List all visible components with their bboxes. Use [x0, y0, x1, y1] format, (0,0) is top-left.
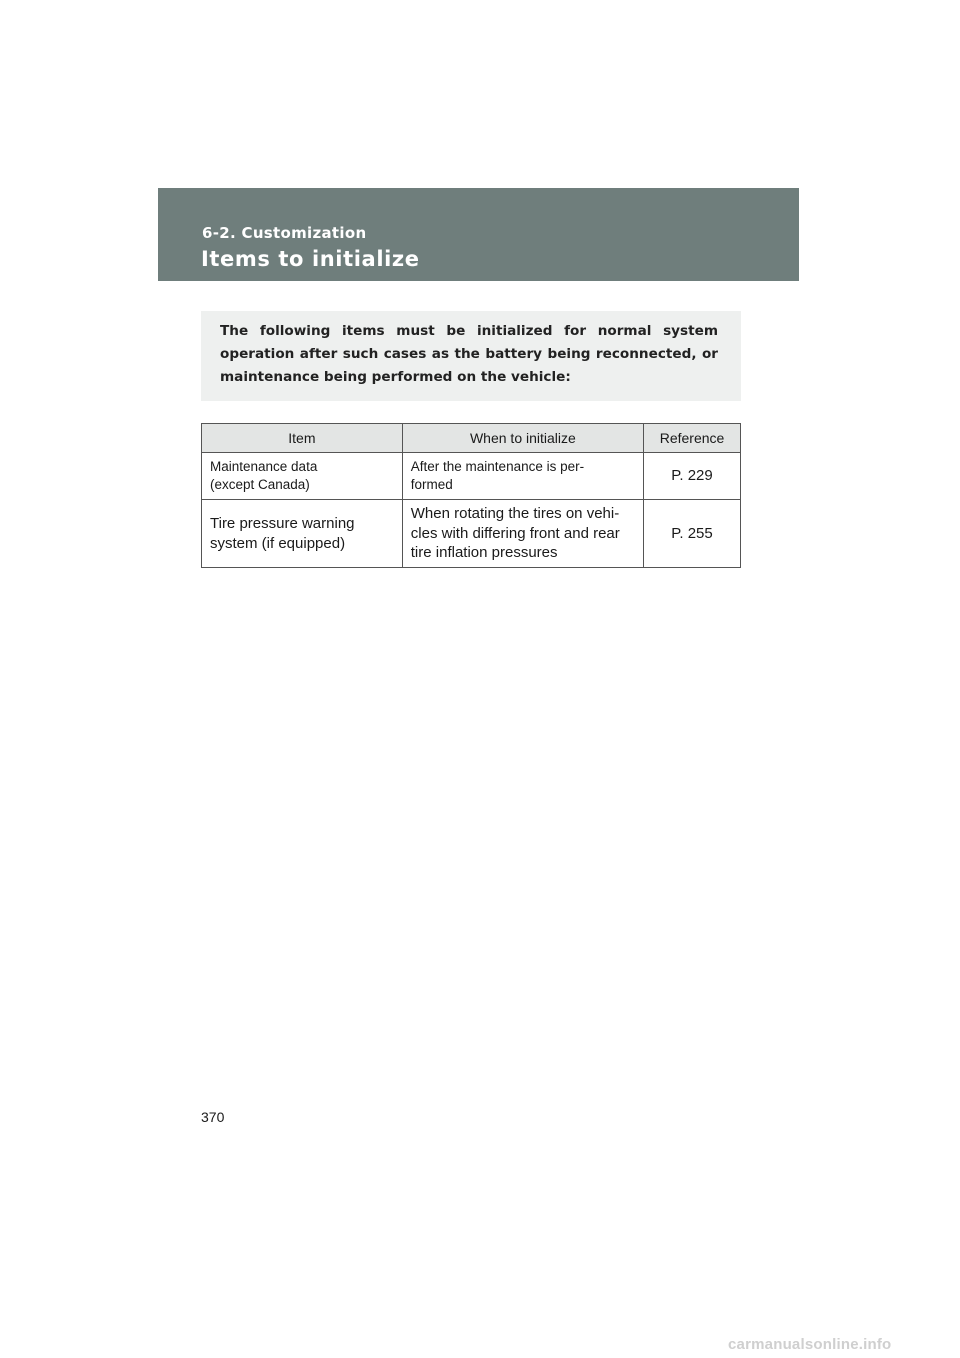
column-header-reference: Reference [644, 424, 741, 453]
intro-text: The following items must be initialized for normal system operation after such cases as the battery being reconnected, or maintenance being performed on the vehicle: [220, 323, 718, 385]
cell-line: Tire pressure warning [210, 515, 355, 532]
section-label: 6-2. Customization [202, 224, 367, 242]
section-header-band [158, 188, 799, 281]
cell-item [202, 453, 403, 500]
page-number: 370 [201, 1109, 225, 1125]
cell-item [202, 500, 403, 568]
column-header-item: Item [202, 424, 403, 453]
cell-line: After the maintenance is per- [410, 459, 585, 474]
cell-line: tire inflation pressures [410, 544, 558, 562]
cell-line: cles with differing front and rear [410, 524, 620, 542]
cell-line: system (if equipped) [210, 534, 346, 552]
table-header-row [202, 424, 741, 453]
cell-line: When rotating the tires on vehi- [410, 505, 620, 523]
cell-reference: P. 255 [644, 500, 741, 568]
table-row [202, 500, 741, 568]
page-title: Items to initialize [201, 247, 420, 271]
cell-line: (except Canada) [210, 477, 310, 492]
cell-line: Maintenance data [210, 459, 318, 474]
column-header-when: When to initialize [402, 424, 643, 453]
cell-line: formed [410, 477, 453, 492]
watermark-text: carmanualsonline.info [728, 1336, 892, 1353]
initialize-table [201, 423, 741, 568]
cell-when [402, 453, 643, 500]
cell-reference: P. 229 [644, 453, 741, 500]
table-row [202, 453, 741, 500]
cell-when [402, 500, 643, 568]
intro-box [201, 311, 741, 401]
